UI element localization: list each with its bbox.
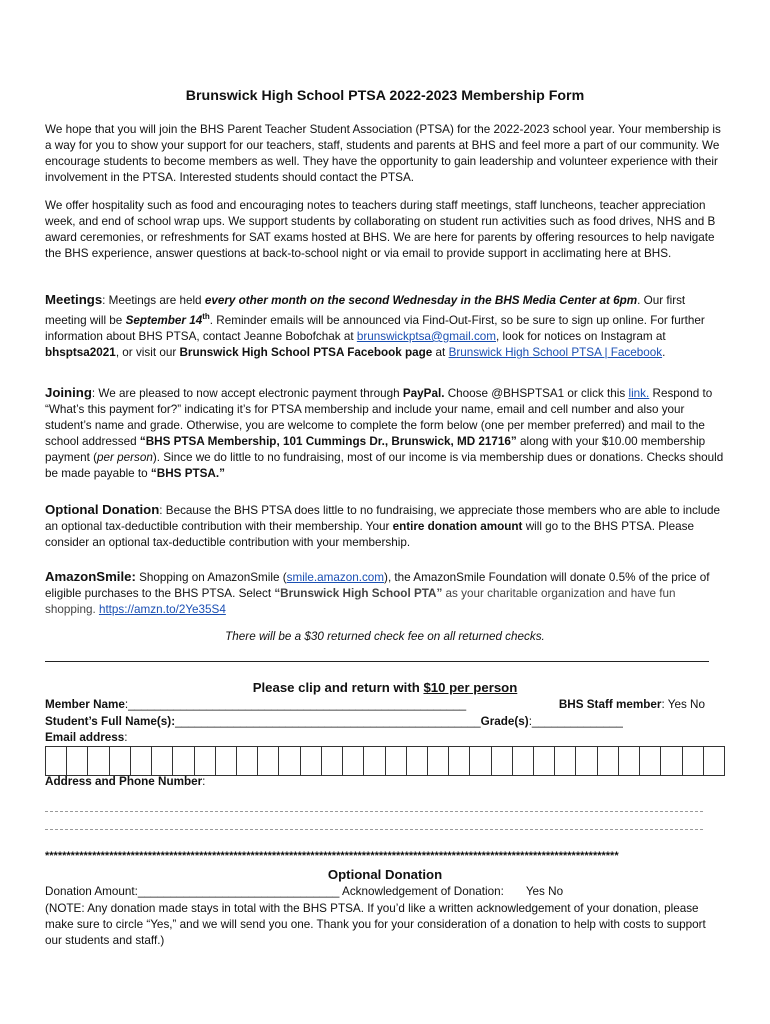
donation-note: (NOTE: Any donation made stays in total with the BHS PTSA. If you’d like a written acknowledgement of your donation, please make sure to circle “Yes,” and we will send you one. Thank you for your consideration of a donation to help with costs to support our students and staff.) (45, 902, 706, 947)
intro-paragraph-2: We offer hospitality such as food and encouraging notes to teachers during staff meetings, staff luncheons, teacher appreciation week, and end of school wrap ups. We support students by collaborating on student run activities such as food drives, NHS and B award ceremonies, or refreshments for SAT exams hosted at BHS. We are here for parents by offering resources to help navigate the BHS experience, answer questions at back-to-school night or via email to provide support in acclimating here at BHS. (45, 199, 716, 260)
email-box[interactable] (172, 746, 193, 776)
email-box[interactable] (597, 746, 618, 776)
clip-heading: Please clip and return with $10 per person (252, 680, 518, 695)
email-box[interactable] (427, 746, 448, 776)
email-box[interactable] (575, 746, 596, 776)
amazon-smile-site-link[interactable]: smile.amazon.com (286, 571, 385, 584)
email-box[interactable] (469, 746, 490, 776)
grade-field[interactable]: :______________ (528, 715, 623, 728)
email-label-row: Email address: (45, 731, 128, 744)
email-box[interactable] (236, 746, 257, 776)
email-box[interactable] (130, 746, 151, 776)
ptsa-email-link[interactable]: brunswickptsa@gmail.com (356, 329, 497, 343)
facebook-link[interactable]: Brunswick High School PTSA | Facebook (448, 345, 663, 359)
intro-paragraph-1: We hope that you will join the BHS Parent Teacher Student Association (PTSA) for the 2022-2023 school year. Your membership is a way for you to show your support for our teachers, staff, students and parents at BHS and feel more a part of our community. We encourage students to become members as well. They have the opportunity to gain leadership and volunteer experience with their involvement in the PTSA. Interested students should contact the PTSA. (45, 123, 721, 184)
separator-stars: ************************************************************************************************************************************** (45, 850, 619, 862)
meeting-schedule: every other month on the second Wednesday in the BHS Media Center at 6pm (204, 294, 638, 307)
email-box[interactable] (342, 746, 363, 776)
member-name-field[interactable]: :____________________________________________________ (124, 698, 467, 711)
amazon-label: AmazonSmile: (45, 569, 136, 584)
member-name-row: Member Name:____________________________________________________ BHS Staff member: Yes No (45, 698, 705, 711)
donation-label: Optional Donation (45, 502, 160, 517)
optional-donation-title: Optional Donation (327, 867, 443, 882)
instagram-handle: bhsptsa2021 (45, 345, 116, 359)
membership-amount: $10 per person (423, 680, 518, 695)
email-box[interactable] (406, 746, 427, 776)
charity-name: “Brunswick High School PTA” (274, 587, 443, 600)
email-character-boxes[interactable] (45, 746, 725, 774)
email-box[interactable] (109, 746, 130, 776)
staff-member-field[interactable]: BHS Staff member: Yes No (558, 698, 705, 711)
address-line-1[interactable] (45, 811, 703, 812)
address-line-2[interactable] (45, 829, 703, 830)
donation-amount-field[interactable]: _______________________________ (137, 885, 340, 898)
clip-divider (45, 661, 709, 662)
facebook-page-name: Brunswick High School PTSA Facebook page (179, 345, 433, 359)
email-box[interactable] (87, 746, 108, 776)
email-box[interactable] (300, 746, 321, 776)
email-box[interactable] (194, 746, 215, 776)
check-payable-to: “BHS PTSA.” (150, 467, 225, 480)
email-box[interactable] (151, 746, 172, 776)
student-name-row: Student’s Full Name(s):_______________________________________________Grade(s):______________ (45, 715, 623, 728)
email-box[interactable] (682, 746, 703, 776)
meetings-label: Meetings (45, 292, 103, 307)
joining-label: Joining (45, 385, 92, 400)
email-box[interactable] (703, 746, 725, 776)
email-box[interactable] (554, 746, 575, 776)
page-title: Brunswick High School PTSA 2022-2023 Membership Form (185, 88, 585, 104)
amazon-paragraph: AmazonSmile: Shopping on AmazonSmile (smile.amazon.com), the AmazonSmile Foundation will donate 0.5% of the price of eligible purchases to the BHS PTSA. Select “Brunswick High School PTA” as your charitable organization and have fun shopping. https://amzn.to/2Ye35S4 (45, 569, 710, 616)
first-meeting-date: September 14 (125, 313, 203, 327)
email-box[interactable] (618, 746, 639, 776)
amazon-short-link[interactable]: https://amzn.to/2Ye35S4 (98, 603, 226, 616)
donation-amount-row: Donation Amount:_______________________________ Acknowledgement of Donation: Yes No (45, 885, 564, 898)
email-box[interactable] (45, 746, 66, 776)
address-label-row: Address and Phone Number: (45, 775, 206, 788)
email-box[interactable] (639, 746, 660, 776)
email-box[interactable] (66, 746, 87, 776)
email-box[interactable] (660, 746, 681, 776)
email-box[interactable] (278, 746, 299, 776)
email-box[interactable] (448, 746, 469, 776)
student-name-field[interactable]: _______________________________________________ (175, 715, 481, 728)
email-box[interactable] (512, 746, 533, 776)
acknowledgement-options[interactable]: Yes No (525, 885, 564, 898)
paypal-link[interactable]: link. (628, 387, 650, 400)
paypal-text: PayPal. (402, 387, 445, 400)
email-box[interactable] (385, 746, 406, 776)
meetings-paragraph: Meetings: Meetings are held every other month on the second Wednesday in the BHS Media Center at 6pm. Our first meeting will be September 14th. Reminder emails will be announced via Find-Out-First, so be sure to sign up online. For further information about BHS PTSA, contact Jeanne Bobofchak at brunswickptsa@gmail.com, look for notices on Instagram at bhsptsa2021, or visit our Brunswick High School PTSA Facebook page at Brunswick High School PTSA | Facebook. (45, 292, 705, 359)
email-box[interactable] (533, 746, 554, 776)
returned-check-notice: There will be a $30 returned check fee on all returned checks. (225, 630, 545, 643)
email-box[interactable] (363, 746, 384, 776)
email-box[interactable] (257, 746, 278, 776)
mailing-address: “BHS PTSA Membership, 101 Cummings Dr., Brunswick, MD 21716” (139, 435, 517, 448)
donation-paragraph: Optional Donation: Because the BHS PTSA does little to no fundraising, we appreciate those members who are able to include an optional tax-deductible contribution with their membership. Your entire donation amount will go to the BHS PTSA. Please consider an optional tax-deductible contribution with your membership. (45, 502, 720, 549)
joining-paragraph: Joining: We are pleased to now accept electronic payment through PayPal. Choose @BHSPTSA1 or click this link. Respond to “What’s this payment for?” indicating it’s for PTSA membership and include your name, email and cell number and also your student’s name and grade. Otherwise, you are welcome to complete the form below (one per member preferred) and mail to the school addressed “BHS PTSA Membership, 101 Cummings Dr., Brunswick, MD 21716” along with your $10.00 membership payment (per person). Since we do little to no fundraising, most of our income is via membership dues or donations. Checks should be made payable to “BHS PTSA.” (45, 385, 724, 480)
email-box[interactable] (215, 746, 236, 776)
email-box[interactable] (321, 746, 342, 776)
email-box[interactable] (491, 746, 512, 776)
